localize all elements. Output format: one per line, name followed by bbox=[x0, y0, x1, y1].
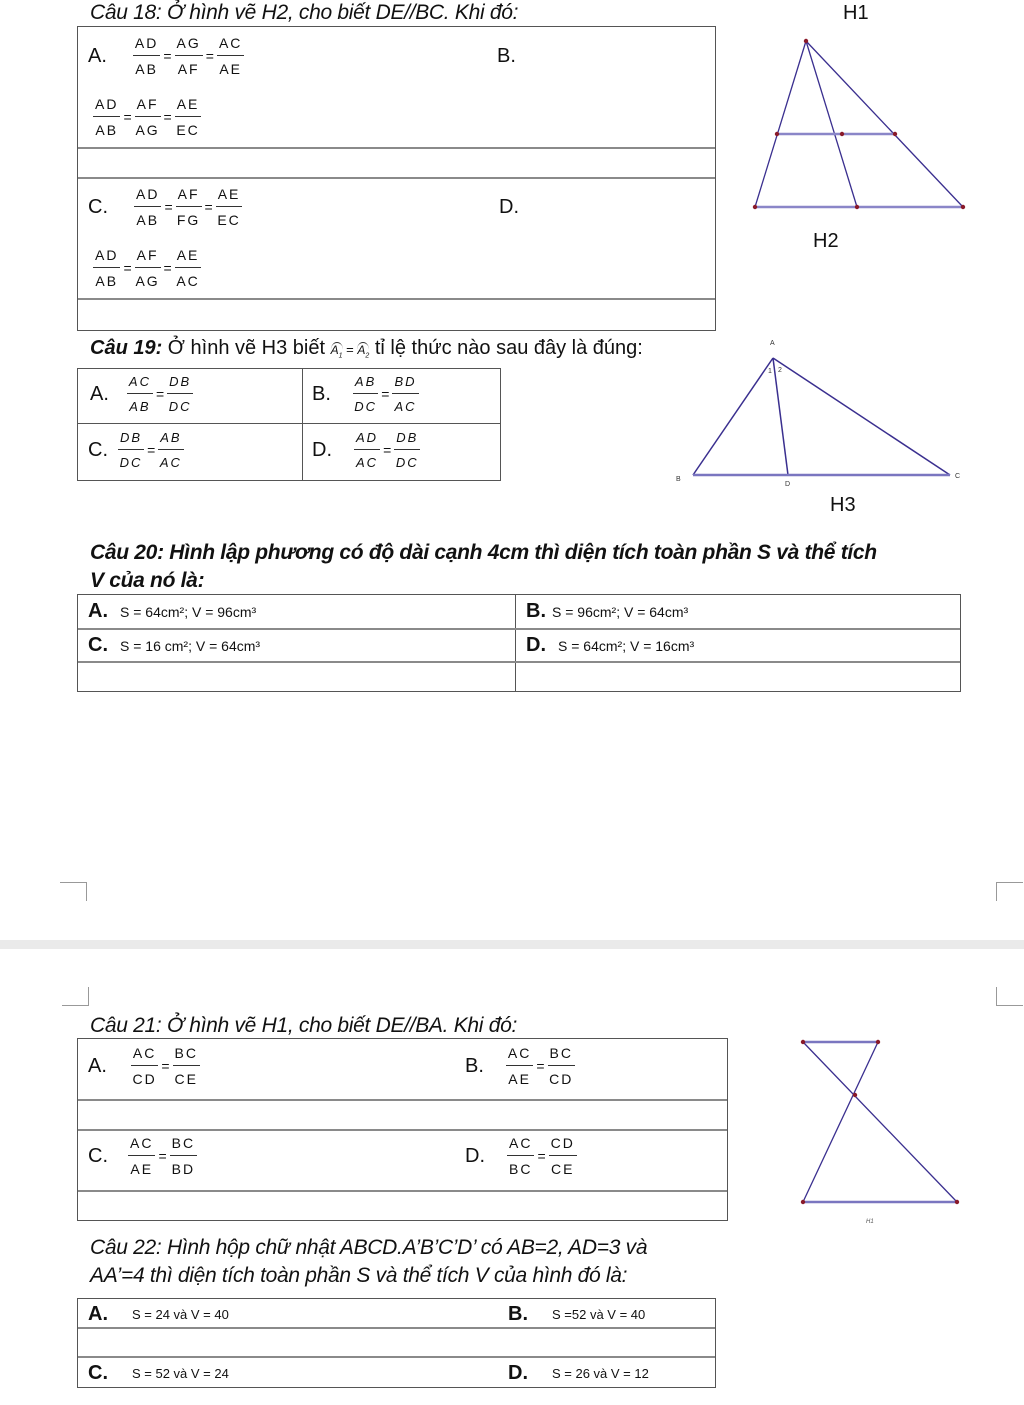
option-letter: C. bbox=[88, 195, 108, 218]
q20-title-line1: Câu 20: Hình lập phương có độ dài cạnh 4cm thì diện tích toàn phần S và thể tích bbox=[90, 541, 877, 564]
fraction: $\frac{AC}{BC}$ bbox=[509, 1135, 533, 1177]
edge-ac bbox=[806, 41, 963, 207]
fraction: $\frac{AD}{AB}$ bbox=[95, 247, 119, 289]
fraction: $\frac{AF}{FG}$ bbox=[176, 186, 201, 228]
angle-label-1: 1 bbox=[768, 368, 772, 375]
divider bbox=[78, 628, 960, 630]
fraction: $\frac{AD}{AC}$ bbox=[356, 430, 379, 470]
fraction: $\frac{AD}{AB}$ bbox=[136, 186, 160, 228]
angle-a2: $A_2$ bbox=[357, 343, 370, 360]
option-letter: A. bbox=[88, 1303, 108, 1325]
option-letter: C. bbox=[88, 634, 108, 656]
q18-option-b-content[interactable]: $\frac{AD}{AB}$ = $\frac{AF}{AG}$ = $\frac{AE}{EC}$ bbox=[95, 96, 200, 138]
q18-option-d-content[interactable]: $\frac{AD}{AB}$ = $\frac{AF}{AG}$ = $\frac{AE}{AC}$ bbox=[95, 247, 200, 289]
option-text: S = 64cm²; V = 96cm³ bbox=[120, 603, 257, 620]
option-letter: A. bbox=[88, 44, 107, 67]
q22-title-line1: Câu 22: Hình hộp chữ nhật ABCD.A’B’C’D’ có AB=2, AD=3 và bbox=[90, 1236, 648, 1259]
fraction: $\frac{AF}{AG}$ bbox=[135, 96, 160, 138]
q18-option-c[interactable]: C. $\frac{AD}{AB}$ = $\frac{AF}{FG}$ = $\frac{AE}{EC}$ bbox=[88, 186, 241, 228]
option-letter: D. bbox=[312, 438, 332, 461]
fraction: $\frac{DB}{DC}$ bbox=[168, 374, 192, 414]
q18-option-d-letter[interactable]: D. bbox=[499, 196, 519, 218]
figure-h2 bbox=[0, 0, 1024, 330]
edge-ab bbox=[755, 41, 806, 207]
fraction: $\frac{BC}{CE}$ bbox=[174, 1045, 198, 1087]
fraction: $\frac{AG}{AF}$ bbox=[176, 35, 201, 77]
option-letter: B. bbox=[312, 382, 331, 405]
fraction: $\frac{AE}{AC}$ bbox=[176, 247, 200, 289]
page-corner-mark bbox=[62, 987, 89, 1006]
fraction: $\frac{AC}{AB}$ bbox=[128, 374, 151, 414]
q20-option-c[interactable] bbox=[88, 634, 260, 657]
option-letter: A. bbox=[90, 382, 109, 405]
fraction: $\frac{AB}{AC}$ bbox=[159, 430, 182, 470]
fraction: $\frac{AF}{AG}$ bbox=[135, 247, 160, 289]
q19-option-a[interactable]: A. $\frac{AC}{AB}$ = $\frac{DB}{DC}$ bbox=[90, 374, 192, 414]
page-corner-mark bbox=[60, 882, 87, 901]
q18-title: Câu 18: Ở hình vẽ H2, cho biết DE//BC. Khi đó: bbox=[90, 1, 519, 24]
q22-option-c[interactable] bbox=[88, 1362, 229, 1385]
q20-option-a[interactable] bbox=[88, 600, 256, 623]
q19-title: Câu 19: Ở hình vẽ H3 biết $A_1 = A_2$ tỉ lệ thức nào sau đây là đúng: bbox=[90, 337, 643, 360]
option-letter: A. bbox=[88, 1054, 107, 1077]
fraction: $\frac{DB}{DC}$ bbox=[119, 430, 143, 470]
figure-h3 bbox=[0, 330, 1024, 500]
fraction: $\frac{AC}{AE}$ bbox=[130, 1135, 154, 1177]
q22-option-d[interactable] bbox=[508, 1362, 649, 1385]
option-text: S = 64cm²; V = 16cm³ bbox=[558, 637, 695, 654]
q20-title-line2: V của nó là: bbox=[90, 569, 205, 592]
point-label-c: C bbox=[955, 473, 961, 480]
point-label-d: D bbox=[785, 481, 791, 488]
q19-option-d[interactable]: D. $\frac{AD}{AC}$ = $\frac{DB}{DC}$ bbox=[312, 430, 419, 470]
page-corner-mark bbox=[996, 882, 1023, 901]
option-text: S = 96cm²; V = 64cm³ bbox=[552, 603, 689, 620]
option-text: S = 26 và V = 12 bbox=[552, 1366, 649, 1381]
fraction: $\frac{DB}{DC}$ bbox=[395, 430, 419, 470]
q20-option-d[interactable] bbox=[526, 634, 694, 657]
fraction: $\frac{AB}{DC}$ bbox=[354, 374, 377, 414]
page-corner-mark bbox=[996, 987, 1023, 1006]
option-letter: D. bbox=[508, 1362, 528, 1384]
q21-title: Câu 21: Ở hình vẽ H1, cho biết DE//BA. Khi đó: bbox=[90, 1014, 517, 1037]
option-letter: A. bbox=[88, 600, 108, 622]
q18-option-b-letter[interactable]: B. bbox=[497, 45, 516, 67]
fraction: $\frac{AD}{AB}$ bbox=[134, 35, 159, 77]
q22-option-a[interactable] bbox=[88, 1303, 229, 1326]
option-letter: D. bbox=[526, 634, 546, 656]
q19-option-b[interactable]: B. $\frac{AB}{DC}$ = $\frac{BD}{AC}$ bbox=[312, 374, 417, 414]
point-label-b: B bbox=[676, 476, 681, 483]
fraction: $\frac{BC}{CD}$ bbox=[549, 1045, 574, 1087]
figure-label-h1-small: H1 bbox=[866, 1219, 874, 1225]
option-letter: C. bbox=[88, 1362, 108, 1384]
divider bbox=[78, 1356, 715, 1358]
fraction: $\frac{AC}{CD}$ bbox=[132, 1045, 157, 1087]
option-text: S = 16 cm²; V = 64cm³ bbox=[120, 637, 261, 654]
edge-ag bbox=[806, 41, 857, 207]
option-text: S =52 và V = 40 bbox=[552, 1307, 646, 1322]
divider bbox=[78, 661, 960, 663]
figure-label-h2: H2 bbox=[813, 230, 839, 252]
figure-h1 bbox=[0, 1030, 1024, 1240]
q18-option-a[interactable]: A. $\frac{AD}{AB}$ = $\frac{AG}{AF}$ = $\frac{AC}{AE}$ bbox=[88, 35, 243, 77]
page-separator bbox=[0, 940, 1024, 949]
figure-label-h3: H3 bbox=[830, 494, 856, 516]
divider bbox=[515, 594, 516, 692]
fraction: $\frac{AD}{AB}$ bbox=[95, 96, 119, 138]
option-text: S = 24 và V = 40 bbox=[132, 1307, 229, 1322]
q19-option-c[interactable]: C. $\frac{DB}{DC}$ = $\frac{AB}{AC}$ bbox=[88, 430, 182, 470]
fraction: $\frac{CD}{CE}$ bbox=[550, 1135, 575, 1177]
q21-option-c[interactable]: C. $\frac{AC}{AE}$ = $\frac{BC}{BD}$ bbox=[88, 1135, 196, 1177]
q21-option-d[interactable]: D. $\frac{AC}{BC}$ = $\frac{CD}{CE}$ bbox=[465, 1135, 575, 1177]
angle-label-2: 2 bbox=[778, 367, 782, 374]
option-letter: B. bbox=[508, 1303, 528, 1325]
option-letter: D. bbox=[465, 1144, 485, 1167]
option-letter: C. bbox=[88, 438, 108, 461]
option-letter: C. bbox=[88, 1144, 108, 1167]
fraction: $\frac{AC}{AE}$ bbox=[218, 35, 243, 77]
q22-title-line2: AA’=4 thì diện tích toàn phần S và thể tích V của hình đó là: bbox=[90, 1264, 628, 1287]
point-label-a: A bbox=[770, 340, 775, 347]
fraction: $\frac{AC}{AE}$ bbox=[507, 1045, 532, 1087]
angle-a1: $A_1$ bbox=[330, 343, 343, 360]
option-text: S = 52 và V = 24 bbox=[132, 1366, 229, 1381]
fraction: $\frac{BC}{BD}$ bbox=[171, 1135, 196, 1177]
fraction: $\frac{BD}{AC}$ bbox=[394, 374, 417, 414]
divider bbox=[78, 1327, 715, 1329]
q22-option-b[interactable] bbox=[508, 1303, 645, 1326]
q20-option-b[interactable] bbox=[526, 600, 688, 623]
option-letter: B. bbox=[526, 600, 546, 622]
fraction: $\frac{AE}{EC}$ bbox=[217, 186, 241, 228]
q21-option-a[interactable]: A. $\frac{AC}{CD}$ = $\frac{BC}{CE}$ bbox=[88, 1045, 198, 1087]
figure-label-h1: H1 bbox=[843, 2, 869, 24]
q21-option-b[interactable]: B. $\frac{AC}{AE}$ = $\frac{BC}{CD}$ bbox=[465, 1045, 574, 1087]
fraction: $\frac{AE}{EC}$ bbox=[176, 96, 200, 138]
option-letter: B. bbox=[465, 1054, 484, 1077]
